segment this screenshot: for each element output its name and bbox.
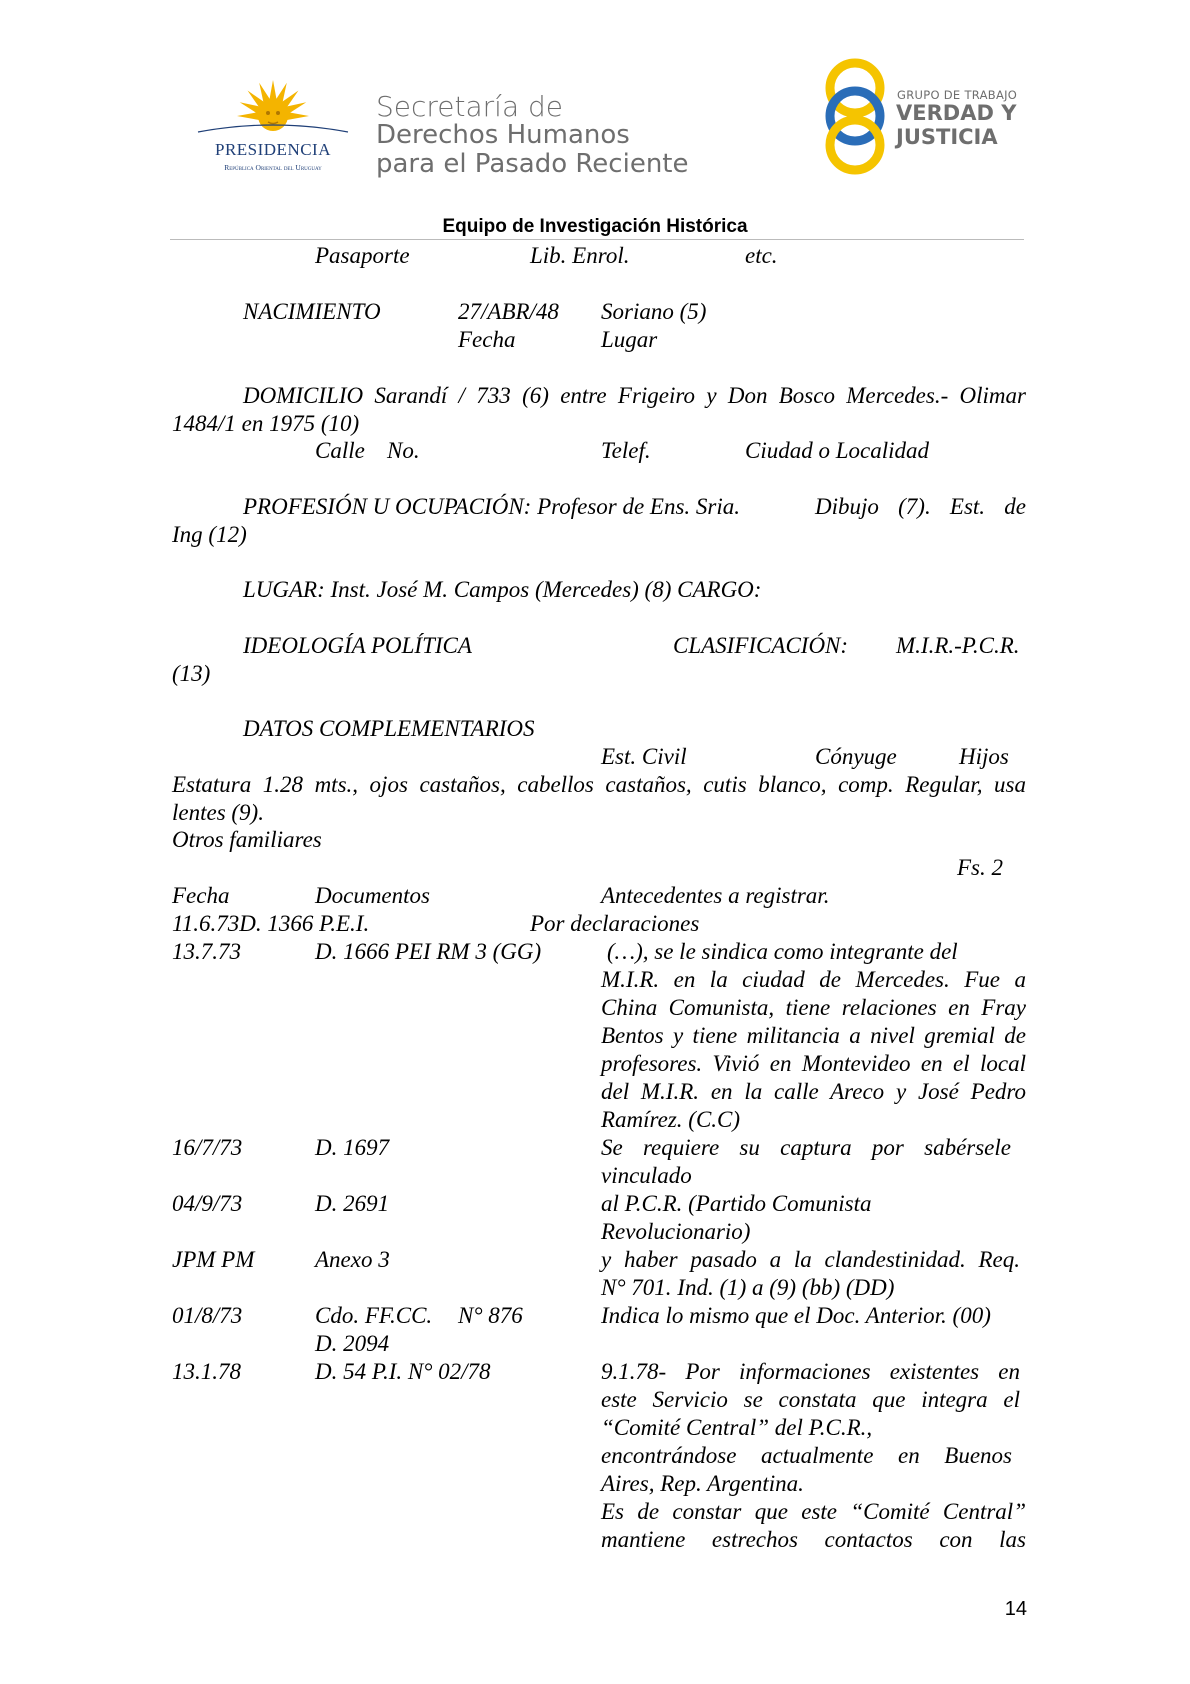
- folio-label: Fs. 2: [957, 855, 1003, 880]
- row-2-text-line: Ramírez. (C.C): [601, 1107, 741, 1132]
- row-3-text-line: vinculado: [601, 1163, 692, 1188]
- gtvj-logo: [820, 55, 1060, 180]
- row-3-doc: D. 1697: [315, 1135, 390, 1160]
- row-7-text-line: “Comité Central” del P.C.R.,: [601, 1415, 873, 1440]
- row-1-text: Por declaraciones: [530, 911, 700, 936]
- row-2-fecha: 13.7.73: [172, 939, 241, 964]
- gtvj-line-3: JUSTICIA: [896, 125, 998, 149]
- presidencia-name: PRESIDENCIA: [214, 140, 331, 159]
- row-2-text-line: profesores. Vivió en Montevideo en el local: [601, 1051, 1026, 1076]
- lugar-caption: Lugar: [601, 327, 658, 352]
- complementarios-label: DATOS COMPLEMENTARIOS: [243, 716, 535, 741]
- row-4-doc: D. 2691: [315, 1191, 390, 1216]
- hijos-caption: Hijos: [959, 744, 1009, 769]
- row-1-fecha-doc: 11.6.73D. 1366 P.E.I.: [172, 911, 370, 936]
- row-6-doc-number: N° 876: [458, 1303, 523, 1328]
- row-5-text-line: N° 701. Ind. (1) a (9) (bb) (DD): [601, 1275, 895, 1300]
- pasaporte-label: Pasaporte: [315, 243, 410, 268]
- row-3-text-line: Se requiere su captura por sabérsele: [601, 1135, 1011, 1160]
- ciudad-caption: Ciudad o Localidad: [745, 438, 930, 463]
- row-6-doc-sub: D. 2094: [315, 1331, 390, 1356]
- profesion-line-1: PROFESIÓN U OCUPACIÓN: Profesor de Ens. Sria.: [243, 494, 741, 519]
- row-7-doc: D. 54 P.I. N° 02/78: [315, 1359, 491, 1384]
- domicilio-line-1: DOMICILIO Sarandí / 733 (6) entre Frigeiro y Don Bosco Mercedes.- Olimar: [243, 383, 1026, 408]
- row-6-text: Indica lo mismo que el Doc. Anterior. (00): [601, 1303, 991, 1328]
- ideologia-label: IDEOLOGÍA POLÍTICA: [243, 633, 472, 658]
- row-7-fecha: 13.1.78: [172, 1359, 241, 1384]
- etc-label: etc.: [745, 243, 778, 268]
- row-2-text-line: China Comunista, tiene relaciones en Fray: [601, 995, 1026, 1020]
- profesion-line-2: Ing (12): [172, 522, 247, 547]
- nacimiento-date: 27/ABR/48: [458, 299, 559, 324]
- nacimiento-place: Soriano (5): [601, 299, 707, 324]
- est-civil-caption: Est. Civil: [601, 744, 687, 769]
- header-divider: [170, 239, 1024, 240]
- estatura-line-1: Estatura 1.28 mts., ojos castaños, cabellos castaños, cutis blanco, comp. Regular, usa: [172, 772, 1026, 797]
- gtvj-line-1: GRUPO DE TRABAJO: [897, 88, 1018, 102]
- secretaria-line-1: Secretaría de: [376, 90, 564, 123]
- estatura-line-2: lentes (9).: [172, 800, 264, 825]
- otros-familiares: Otros familiares: [172, 827, 322, 852]
- row-2-text-line: M.I.R. en la ciudad de Mercedes. Fue a: [601, 967, 1026, 992]
- row-4-text-line: Revolucionario): [601, 1219, 751, 1244]
- row-2-doc: D. 1666 PEI RM 3 (GG): [315, 939, 542, 964]
- secretaria-line-3: para el Pasado Reciente: [376, 149, 689, 179]
- row-7-text-line: 9.1.78- Por informaciones existentes en: [601, 1359, 1020, 1384]
- lugar-cargo-line: LUGAR: Inst. José M. Campos (Mercedes) (8) CARGO:: [243, 577, 762, 602]
- row-6-doc: Cdo. FF.CC.: [315, 1303, 433, 1328]
- telef-caption: Telef.: [601, 438, 651, 463]
- gtvj-line-2: VERDAD Y: [896, 101, 1017, 125]
- row-7-text-line: este Servicio se constata que integra el: [601, 1387, 1020, 1412]
- conyuge-caption: Cónyuge: [815, 744, 897, 769]
- profesion-line-1-right: Dibujo (7). Est. de: [815, 494, 1026, 519]
- row-2-text-line: (…), se le sindica como integrante del: [607, 939, 958, 964]
- ideologia-ref: (13): [172, 661, 211, 686]
- row-7-text-line: Es de constar que este “Comité Central”: [601, 1499, 1026, 1524]
- presidencia-logo: [196, 78, 350, 178]
- clasificacion-label: CLASIFICACIÓN:: [673, 633, 849, 658]
- row-2-text-line: Bentos y tiene militancia a nivel gremial de: [601, 1023, 1026, 1048]
- fecha-caption: Fecha: [458, 327, 516, 352]
- row-4-fecha: 04/9/73: [172, 1191, 243, 1216]
- page-number: 14: [1004, 1598, 1027, 1620]
- secretaria-title: [376, 92, 688, 179]
- col-header-antecedentes: Antecedentes a registrar.: [601, 883, 830, 908]
- nacimiento-label: NACIMIENTO: [243, 299, 381, 324]
- row-6-fecha: 01/8/73: [172, 1303, 243, 1328]
- clasificacion-value: M.I.R.-P.C.R.: [896, 633, 1020, 658]
- no-caption: No.: [387, 438, 420, 463]
- row-4-text-line: al P.C.R. (Partido Comunista: [601, 1191, 872, 1216]
- col-header-documentos: Documentos: [315, 883, 430, 908]
- calle-caption: Calle: [315, 438, 365, 463]
- row-7-text-line: Aires, Rep. Argentina.: [601, 1471, 804, 1496]
- lib-enrol-label: Lib. Enrol.: [530, 243, 630, 268]
- row-3-fecha: 16/7/73: [172, 1135, 243, 1160]
- row-5-fecha: JPM PM: [172, 1247, 255, 1272]
- linked-rings-icon: [820, 55, 900, 180]
- page-header-title: Equipo de Investigación Histórica: [442, 216, 748, 237]
- domicilio-line-2: 1484/1 en 1975 (10): [172, 411, 360, 436]
- row-2-text-line: del M.I.R. en la calle Areco y José Pedro: [601, 1079, 1026, 1104]
- row-7-text-line: encontrándose actualmente en Buenos: [601, 1443, 1012, 1468]
- col-header-fecha: Fecha: [172, 883, 230, 908]
- row-5-doc: Anexo 3: [315, 1247, 390, 1272]
- presidencia-subtitle: República Oriental del Uruguay: [224, 163, 322, 172]
- row-7-text-line: mantiene estrechos contactos con las: [601, 1527, 1026, 1552]
- row-5-text-line: y haber pasado a la clandestinidad. Req.: [601, 1247, 1020, 1272]
- secretaria-line-2: Derechos Humanos: [376, 120, 630, 150]
